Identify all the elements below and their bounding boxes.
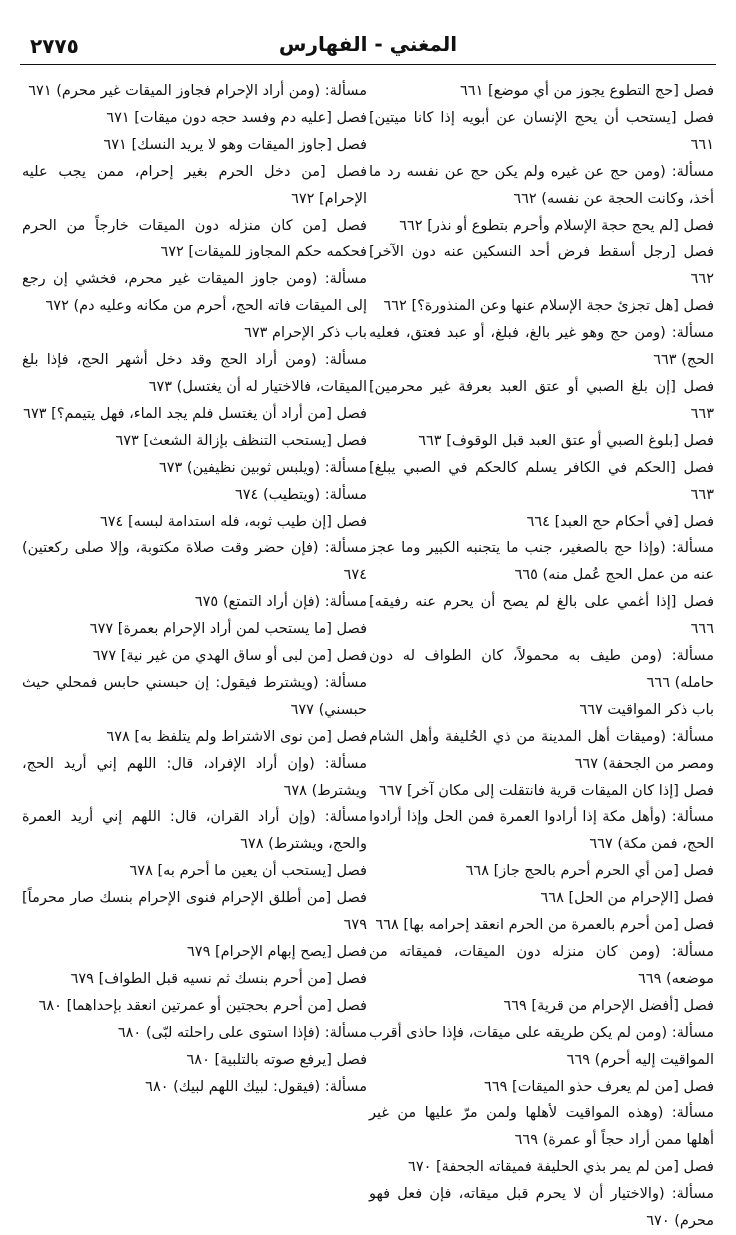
index-entry: مسألة: (فإن أراد التمتع) ٦٧٥ [194, 594, 367, 611]
index-entry: فصل [من لم يمر بذي الحليفة فميقاته الجحفة] ٦٧٠ [408, 1159, 714, 1176]
index-entry: فصل [يستحب التنظف بإزالة الشعث] ٦٧٣ [115, 432, 367, 449]
index-entry: مسألة: (ومن جاوز الميقات غير محرم، فخشي إن رجع إلى الميقات فاته الحج، أحرم من مكانه وعليه دم) ٦٧٢ [22, 271, 367, 315]
index-entry: فصل [رجل أسقط فرض أحد النسكين عنه دون الآخر] ٦٦٢ [369, 244, 714, 288]
index-entry: مسألة: (وأهل مكة إذا أرادوا العمرة فمن الحل وإذا أرادوا الحج، فمن مكة) ٦٦٧ [369, 809, 714, 853]
index-entry: فصل [من أحرم بالعمرة من الحرم انعقد إحرامه بها] ٦٦٨ [375, 917, 714, 934]
index-entry: فصل [حج التطوع يجوز من أي موضع] ٦٦١ [460, 83, 714, 99]
page-number: ٢٧٧٥ [30, 34, 79, 58]
index-entry: فصل [يصح إبهام الإحرام] ٦٧٩ [187, 944, 367, 960]
index-entry: مسألة: (ويشترط فيقول: إن حبسني حابس فمحلي حيث حبسني) ٦٧٧ [22, 674, 367, 718]
index-entry: فصل [ما يستحب لمن أراد الإحرام بعمرة] ٦٧٧ [89, 621, 367, 638]
index-entry: فصل [من دخل الحرم بغير إحرام، ممن يجب عليه الإحرام] ٦٧٢ [22, 163, 367, 207]
index-entry: فصل [إذا أغمي على بالغ لم يصح أن يحرم عنه رفيقه] ٦٦٦ [369, 594, 714, 638]
running-title: المغني - الفهارس [278, 32, 458, 56]
index-entry: مسألة: (فإذا استوى على راحلته لبّى) ٦٨٠ [117, 1024, 367, 1041]
index-entry: فصل [من لبى أو ساق الهدي من غير نية] ٦٧٧ [92, 648, 367, 665]
index-entry: فصل [أفضل الإحرام من قرية] ٦٦٩ [503, 997, 714, 1014]
index-entry: فصل [من أطلق الإحرام فنوى الإحرام بنسك صار محرماً] ٦٧٩ [22, 890, 367, 934]
index-entry: مسألة: (ويلبس ثوبين نظيفين) ٦٧٣ [158, 459, 367, 476]
index-entry: مسألة: (فإن حضر وقت صلاة مكتوبة، وإلا صلى ركعتين) ٦٧٤ [22, 540, 367, 584]
index-entry: مسألة: (ومن حج وهو غير بالغ، فبلغ، أو عبد فعتق، فعليه الحج) ٦٦٣ [369, 325, 714, 369]
index-entry: فصل [الحكم في الكافر يسلم كالحكم في الصبي يبلغ] ٦٦٣ [369, 459, 714, 503]
index-entry: فصل [إن بلغ الصبي أو عتق العبد بعرفة غير محرمين] ٦٦٣ [369, 378, 714, 422]
index-entry: فصل [من نوى الاشتراط ولم يتلفظ به] ٦٧٨ [106, 728, 367, 745]
index-entry: مسألة: (وميقات أهل المدينة من ذي الحُليفة وأهل الشام ومصر من الجحفة) ٦٦٧ [369, 728, 714, 772]
index-entry: مسألة: (ومن حج عن غيره ولم يكن حج عن نفسه رد ما أخذ، وكانت الحجة عن نفسه) ٦٦٢ [369, 163, 714, 207]
index-entry: مسألة: (والاختيار أن لا يحرم قبل ميقاته، فإن فعل فهو محرم) ٦٧٠ [369, 1186, 714, 1230]
index-entry: باب ذكر المواقيت ٦٦٧ [579, 701, 714, 718]
index-entry: فصل [إن طيب ثوبه، فله استدامة لبسه] ٦٧٤ [99, 513, 367, 530]
index-entry: فصل [جاوز الميقات وهو لا يريد النسك] ٦٧١ [103, 136, 367, 153]
index-entry: فصل [عليه دم وفسد حجه دون ميقات] ٦٧١ [106, 109, 367, 126]
index-column-left [22, 78, 367, 1100]
index-entry: فصل [يرفع صوته بالتلبية] ٦٨٠ [186, 1051, 367, 1068]
index-entry: مسألة: (ويتطيب) ٦٧٤ [234, 486, 367, 503]
index-entry: مسألة: (ومن لم يكن طريقه على ميقات، فإذا حاذى أقرب المواقيت إليه أحرم) ٦٦٩ [369, 1024, 714, 1068]
index-entry: فصل [من أحرم بحجتين أو عمرتين انعقد بإحداهما] ٦٨٠ [38, 997, 367, 1014]
index-entry: فصل [يستحب أن يعين ما أحرم به] ٦٧٨ [129, 863, 367, 880]
index-entry: فصل [بلوغ الصبي أو عتق العبد قبل الوقوف] ٦٦٣ [418, 432, 714, 449]
index-entry: مسألة: (وهذه المواقيت لأهلها ولمن مرّ عليها من غير أهلها ممن أراد حجاً أو عمرة) ٦٦٩ [369, 1105, 714, 1149]
index-entry: فصل [من لم يعرف حذو الميقات] ٦٦٩ [484, 1078, 714, 1095]
index-entry: فصل [الإحرام من الحل] ٦٦٨ [540, 890, 714, 907]
index-entry: فصل [إذا كان الميقات قرية فانتقلت إلى مكان آخر] ٦٦٧ [379, 782, 714, 799]
index-column-right [369, 78, 714, 1235]
index-entry: مسألة: (ومن أراد الإحرام فجاوز الميقات غير محرم) ٦٧١ [28, 83, 367, 99]
index-entry: فصل [من أحرم بنسك ثم نسيه قبل الطواف] ٦٧٩ [70, 970, 367, 987]
index-entry: مسألة: (فيقول: لبيك اللهم لبيك) ٦٨٠ [145, 1078, 367, 1095]
index-entry: مسألة: (وإن أراد القران، قال: اللهم إني أريد العمرة والحج، ويشترط) ٦٧٨ [22, 809, 367, 853]
index-entry: مسألة: (ومن كان منزله دون الميقات، فميقاته من موضعه) ٦٦٩ [369, 944, 714, 987]
index-entry: فصل [يستحب أن يحج الإنسان عن أبويه إذا كانا ميتين] ٦٦١ [369, 109, 714, 153]
index-entry: فصل [لم يحج حجة الإسلام وأحرم بتطوع أو نذر] ٦٦٢ [399, 217, 714, 234]
index-entry: فصل [من أي الحرم أحرم بالحج جاز] ٦٦٨ [465, 863, 714, 880]
index-entry: فصل [في أحكام حج العبد] ٦٦٤ [526, 513, 714, 530]
index-entry: مسألة: (ومن طيف به محمولاً، كان الطواف له دون حامله) ٦٦٦ [369, 648, 714, 691]
index-entry: مسألة: (وإذا حج بالصغير، جنب ما يتجنبه الكبير وما عجز عنه من عمل الحج عُمل منه) ٦٦٥ [369, 540, 714, 584]
index-entry: فصل [من أراد أن يغتسل فلم يجد الماء، فهل يتيمم؟] ٦٧٣ [23, 405, 367, 422]
index-entry: مسألة: (وإن أراد الإفراد، قال: اللهم إني أريد الحج، ويشترط) ٦٧٨ [22, 755, 367, 799]
index-entry: فصل [هل تجزئ حجة الإسلام عنها وعن المنذورة؟] ٦٦٢ [383, 298, 714, 315]
index-entry: باب ذكر الإحرام ٦٧٣ [244, 325, 367, 342]
page-header [20, 28, 716, 65]
index-entry: مسألة: (ومن أراد الحج وقد دخل أشهر الحج، فإذا بلغ الميقات، فالاختيار له أن يغتسل) ٦٧٣ [22, 352, 367, 395]
index-entry: فصل [من كان منزله دون الميقات خارجاً من الحرم فحكمه حكم المجاوز للميقات] ٦٧٢ [22, 217, 367, 261]
